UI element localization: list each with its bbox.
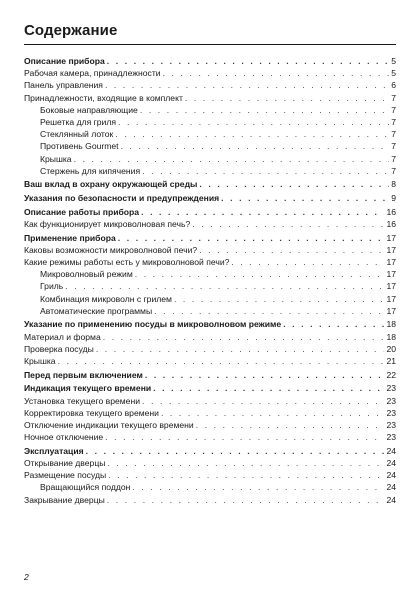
toc-entry-page: 24 xyxy=(386,470,396,481)
toc-entry-page: 16 xyxy=(386,218,396,229)
toc-entry-title: Автоматические программы xyxy=(40,305,153,316)
toc-entry xyxy=(24,244,396,256)
toc-entry-title: Ночное отключение xyxy=(24,432,104,443)
toc-entry xyxy=(24,128,396,140)
dot-leader xyxy=(105,431,384,443)
toc-entry-title: Перед первым включением xyxy=(24,369,143,380)
toc-entry-title: Каковы возможности микроволновой печи? xyxy=(24,244,198,255)
toc-entry xyxy=(24,218,396,230)
dot-leader xyxy=(221,192,389,204)
dot-leader xyxy=(192,218,384,230)
toc-entry xyxy=(24,419,396,431)
toc-entry-title: Комбинация микроволн с грилем xyxy=(40,293,172,304)
toc-entry-page: 7 xyxy=(391,104,396,115)
dot-leader xyxy=(153,382,384,394)
toc-entry-page: 17 xyxy=(386,269,396,280)
dot-leader xyxy=(199,244,384,256)
toc-entry-title: Вращающийся поддон xyxy=(40,482,131,493)
dot-leader xyxy=(107,457,384,469)
toc-entry-page: 24 xyxy=(386,494,396,505)
toc-entry xyxy=(24,178,396,190)
dot-leader xyxy=(108,469,384,481)
dot-leader xyxy=(196,419,385,431)
toc-entry-page: 22 xyxy=(386,369,396,380)
toc-entry-page: 23 xyxy=(386,419,396,430)
toc-entry-title: Рабочая камера, принадлежности xyxy=(24,68,161,79)
toc-entry-title: Материал и форма xyxy=(24,331,101,342)
toc-entry-page: 7 xyxy=(391,141,396,152)
dot-leader xyxy=(142,395,384,407)
toc-entry xyxy=(24,395,396,407)
toc-entry-title: Микроволновый режим xyxy=(40,269,133,280)
toc-entry-title: Установка текущего времени xyxy=(24,395,141,406)
dot-leader xyxy=(107,494,385,506)
toc-entry-title: Противень Gourmet xyxy=(40,141,119,152)
toc-entry-title: Описание прибора xyxy=(24,56,105,66)
toc-entry xyxy=(24,293,396,305)
dot-leader xyxy=(141,206,384,218)
dot-leader xyxy=(199,178,389,190)
toc-entry-title: Гриль xyxy=(40,281,64,292)
toc-entry xyxy=(24,407,396,419)
toc-entry xyxy=(24,280,396,292)
dot-leader xyxy=(231,256,384,268)
toc-entry xyxy=(24,469,396,481)
toc-entry-title: Стеклянный лоток xyxy=(40,129,114,140)
toc-entry-title: Указание по применению посуды в микроволновом режиме xyxy=(24,319,282,330)
dot-leader xyxy=(86,445,385,457)
dot-leader xyxy=(115,128,389,140)
toc-entry xyxy=(24,481,396,493)
page-number: 2 xyxy=(24,572,29,582)
toc-entry-title: Корректировка текущего времени xyxy=(24,407,159,418)
toc-entry xyxy=(24,268,396,280)
title-divider xyxy=(24,44,396,45)
dot-leader xyxy=(121,140,390,152)
dot-leader xyxy=(283,318,384,330)
toc-entry-title: Открывание дверцы xyxy=(24,458,106,468)
toc-entry-title: Крышка xyxy=(24,356,56,366)
toc-entry xyxy=(24,104,396,116)
toc-entry xyxy=(24,116,396,128)
toc-entry xyxy=(24,494,396,506)
dot-leader xyxy=(96,343,385,355)
dot-leader xyxy=(105,79,389,91)
toc-entry xyxy=(24,343,396,355)
toc-entry xyxy=(24,445,396,457)
toc-entry xyxy=(24,431,396,443)
toc-entry-title: Как функционирует микроволновая печь? xyxy=(24,218,191,229)
toc-entry xyxy=(24,382,396,394)
toc-entry-title: Индикация текущего времени xyxy=(24,383,152,394)
toc-entry-page: 7 xyxy=(391,116,396,127)
dot-leader xyxy=(132,481,384,493)
toc-entry-page: 24 xyxy=(386,458,396,468)
toc-entry-page: 17 xyxy=(386,293,396,304)
dot-leader xyxy=(145,369,385,381)
dot-leader xyxy=(107,55,389,67)
toc-entry xyxy=(24,55,396,67)
toc-entry-page: 9 xyxy=(391,193,396,204)
toc-entry-page: 17 xyxy=(386,232,396,243)
dot-leader xyxy=(58,355,385,367)
dot-leader xyxy=(65,280,384,292)
toc-entry xyxy=(24,369,396,381)
toc-entry xyxy=(24,165,396,177)
toc-entry-page: 8 xyxy=(391,179,396,190)
toc-entry-title: Закрывание дверцы xyxy=(24,494,105,505)
toc-entry-page: 18 xyxy=(386,331,396,342)
toc-entry-page: 23 xyxy=(386,395,396,406)
toc-entry-page: 23 xyxy=(386,432,396,443)
page-title: Содержание xyxy=(24,22,118,39)
toc-entry-title: Размещение посуды xyxy=(24,470,107,481)
toc-entry-page: 6 xyxy=(391,80,396,91)
dot-leader xyxy=(118,116,389,128)
toc-entry-title: Отключение индикации текущего времени xyxy=(24,419,194,430)
dot-leader xyxy=(135,268,385,280)
toc-entry-title: Эксплуатация xyxy=(24,445,84,456)
toc-entry-page: 7 xyxy=(391,129,396,140)
toc-entry-page: 5 xyxy=(391,68,396,79)
toc-entry-title: Крышка xyxy=(40,153,72,164)
toc-entry-page: 17 xyxy=(386,257,396,267)
toc-entry-page: 17 xyxy=(386,281,396,292)
toc-entry-page: 18 xyxy=(386,319,396,330)
toc-entry-title: Стержень для кипячения xyxy=(40,165,141,176)
dot-leader xyxy=(154,305,384,317)
toc-entry-title: Боковые направляющие xyxy=(40,104,138,115)
toc-entry-page: 17 xyxy=(386,305,396,316)
toc-entry-page: 21 xyxy=(386,356,396,366)
toc-entry-page: 17 xyxy=(386,244,396,255)
toc-entry xyxy=(24,232,396,244)
toc-entry-title: Ваш вклад в охрану окружающей среды xyxy=(24,179,198,190)
toc-entry-title: Проверка посуды xyxy=(24,343,94,354)
toc-entry-page: 5 xyxy=(391,56,396,66)
toc-entry-page: 20 xyxy=(386,343,396,354)
toc-entry xyxy=(24,457,396,469)
toc-entry xyxy=(24,318,396,330)
dot-leader xyxy=(185,92,389,104)
dot-leader xyxy=(174,293,384,305)
dot-leader xyxy=(142,165,389,177)
toc-entry xyxy=(24,355,396,367)
toc-entry xyxy=(24,305,396,317)
toc-entry-page: 24 xyxy=(386,445,396,456)
toc-entry-page: 7 xyxy=(391,92,396,103)
toc-entry-title: Применение прибора xyxy=(24,232,116,243)
toc-entry xyxy=(24,206,396,218)
toc-entry-page: 16 xyxy=(386,206,396,217)
toc-entry-title: Панель управления xyxy=(24,80,103,91)
toc-entry-page: 23 xyxy=(386,383,396,394)
toc-entry xyxy=(24,153,396,165)
toc-entry-title: Принадлежности, входящие в комплект xyxy=(24,92,183,103)
toc-entry xyxy=(24,67,396,79)
toc-entry-title: Указания по безопасности и предупреждения xyxy=(24,193,220,204)
dot-leader xyxy=(161,407,384,419)
toc-entry xyxy=(24,331,396,343)
dot-leader xyxy=(163,67,390,79)
toc-entry-page: 23 xyxy=(386,407,396,418)
toc-entry xyxy=(24,140,396,152)
toc-entry xyxy=(24,92,396,104)
toc-entry-page: 7 xyxy=(391,165,396,176)
dot-leader xyxy=(140,104,389,116)
toc-entry-page: 24 xyxy=(386,482,396,493)
toc-entry-title: Какие режимы работы есть у микроволновой печи? xyxy=(24,257,230,267)
table-of-contents xyxy=(24,55,396,506)
toc-entry-title: Описание работы прибора xyxy=(24,206,140,217)
toc-entry-page: 7 xyxy=(391,153,396,164)
toc-entry xyxy=(24,256,396,268)
toc-entry xyxy=(24,192,396,204)
dot-leader xyxy=(118,232,385,244)
dot-leader xyxy=(103,331,385,343)
toc-entry-title: Решетка для гриля xyxy=(40,116,117,127)
dot-leader xyxy=(74,153,390,165)
toc-entry xyxy=(24,79,396,91)
